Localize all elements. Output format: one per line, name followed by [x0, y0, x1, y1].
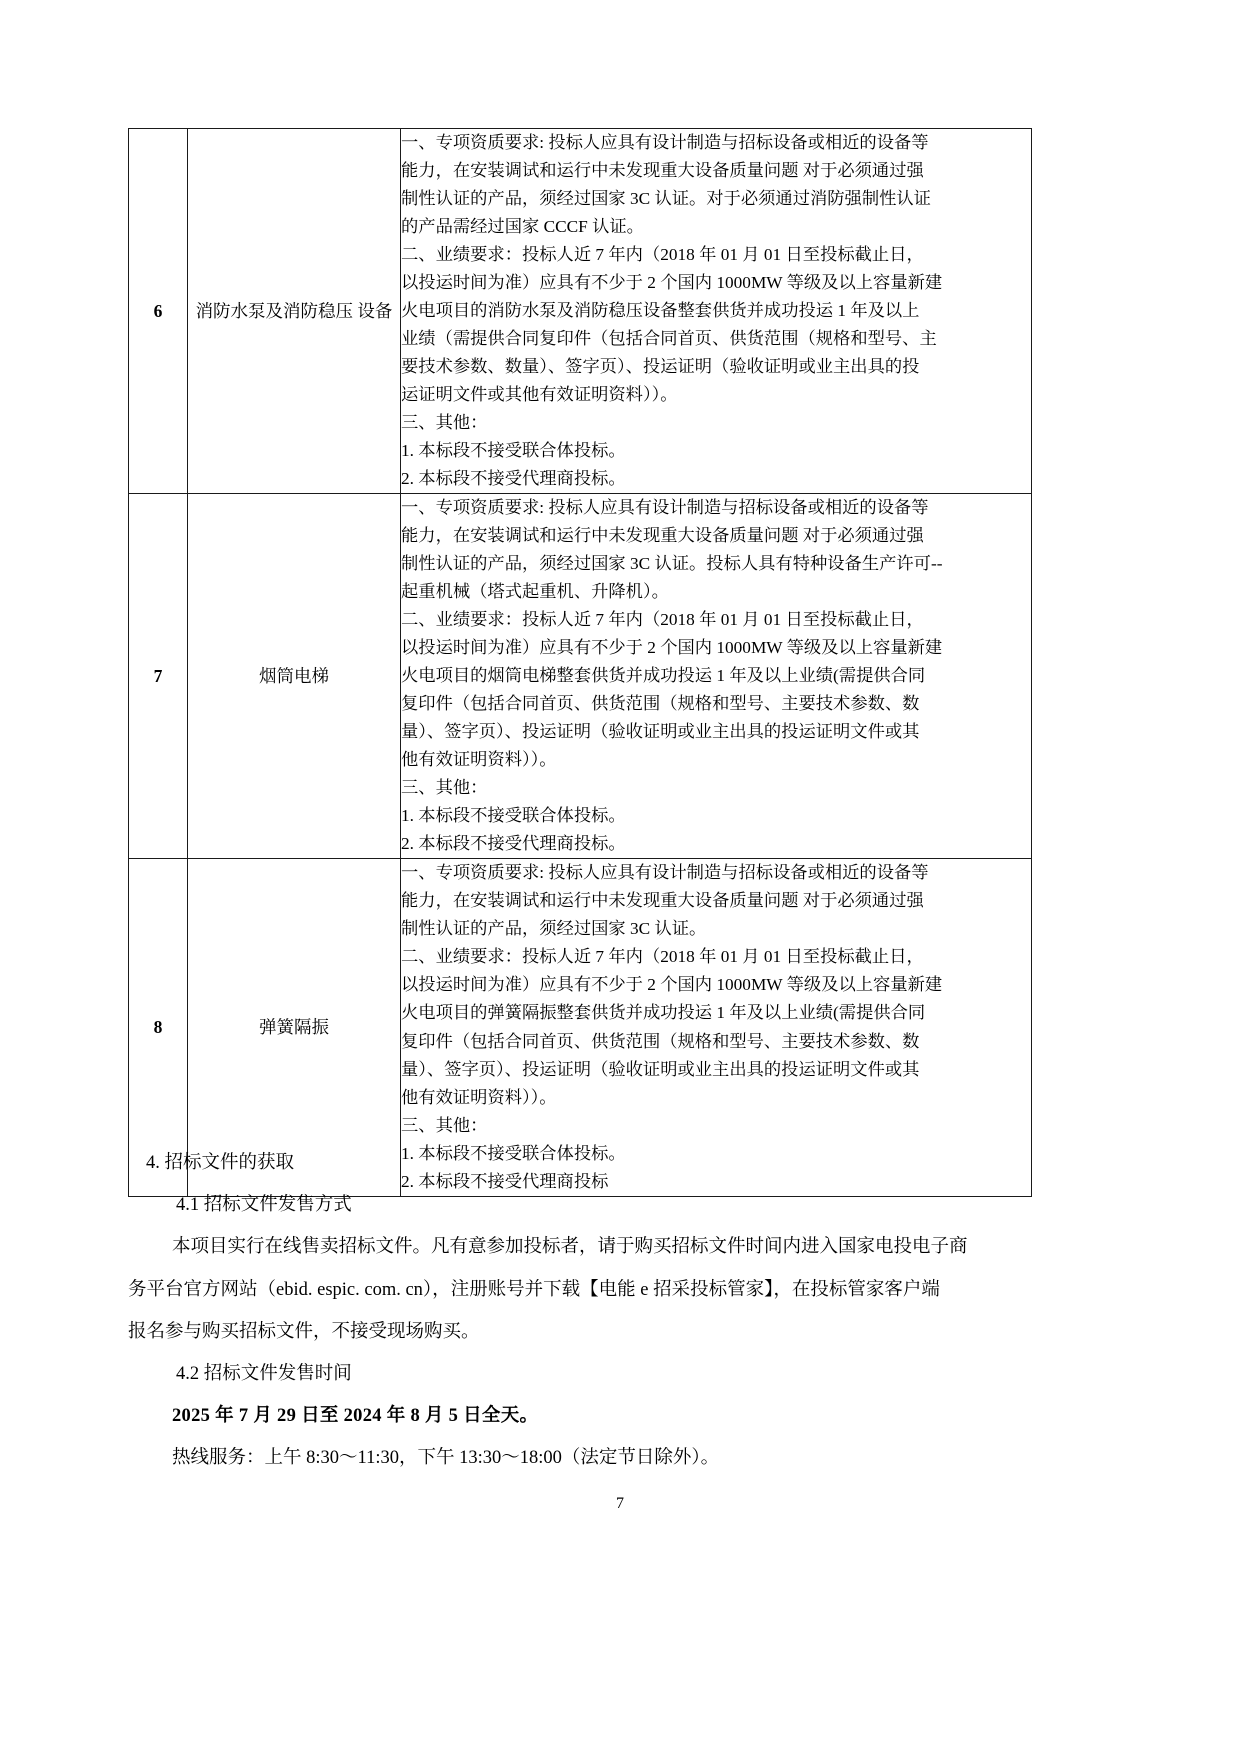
- row-number-cell: 7: [129, 494, 188, 859]
- requirement-line: 复印件（包括合同首页、供货范围（规格和型号、主要技术参数、数: [401, 694, 920, 714]
- requirement-cell: [401, 129, 1032, 494]
- table-row: [129, 129, 1032, 494]
- hotline-text: 热线服务：上午 8:30～11:30，下午 13:30～18:00（法定节日除外）。: [172, 1448, 720, 1469]
- requirement-line: 能力，在安装调试和运行中未发现重大设备质量问题 对于必须通过强: [401, 891, 924, 911]
- requirement-line: 二、业绩要求：投标人近 7 年内（2018 年 01 月 01 日至投标截止日，: [401, 245, 924, 265]
- requirement-line: 二、业绩要求：投标人近 7 年内（2018 年 01 月 01 日至投标截止日，: [401, 947, 924, 967]
- requirement-line: 2. 本标段不接受代理商投标。: [401, 469, 626, 489]
- requirement-line: 要技术参数、数量）、签字页）、投运证明（验收证明或业主出具的投: [401, 357, 920, 377]
- paragraph-4-1-line-1: 本项目实行在线售卖招标文件。凡有意参加投标者，请于购买招标文件时间内进入国家电投电子商: [172, 1237, 968, 1258]
- requirement-line: 火电项目的烟筒电梯整套供货并成功投运 1 年及以上业绩(需提供合同: [401, 666, 926, 686]
- requirement-line: 火电项目的弹簧隔振整套供货并成功投运 1 年及以上业绩(需提供合同: [401, 1003, 926, 1023]
- sale-time-text: 2025 年 7 月 29 日至 2024 年 8 月 5 日全天。: [172, 1406, 539, 1427]
- requirement-line: 他有效证明资料））。: [401, 750, 557, 770]
- equipment-name-cell: 弹簧隔振: [188, 859, 401, 1196]
- requirement-line: 1. 本标段不接受联合体投标。: [401, 1143, 626, 1163]
- page-number: 7: [616, 1495, 624, 1512]
- requirement-line: 量）、签字页）、投运证明（验收证明或业主出具的投运证明文件或其: [401, 722, 920, 742]
- table-row: [129, 494, 1032, 859]
- requirement-line: 的产品需经过国家 CCCF 认证。: [401, 217, 644, 237]
- requirement-line: 制性认证的产品，须经过国家 3C 认证。: [401, 919, 707, 939]
- section-4-body: [128, 1142, 1028, 1479]
- qualification-requirements-table: [128, 128, 1032, 1197]
- requirement-line: 一、专项资质要求: 投标人应具有设计制造与招标设备或相近的设备等: [401, 133, 929, 152]
- equipment-name-cell: 消防水泵及消防稳压 设备: [188, 129, 401, 494]
- row-number-cell: 8: [129, 859, 188, 1196]
- requirement-line: 三、其他：: [401, 778, 488, 798]
- requirement-line: 火电项目的消防水泵及消防稳压设备整套供货并成功投运 1 年及以上: [401, 301, 920, 321]
- equipment-name-cell: 烟筒电梯: [188, 494, 401, 859]
- requirement-line: 制性认证的产品，须经过国家 3C 认证。投标人具有特种设备生产许可--: [401, 554, 943, 574]
- requirement-line: 三、其他：: [401, 1115, 488, 1135]
- heading-section-4-1: 4.1 招标文件发售方式: [176, 1195, 352, 1216]
- requirement-line: 业绩（需提供合同复印件（包括合同首页、供货范围（规格和型号、主: [401, 329, 937, 349]
- paragraph-4-1-line-2: 务平台官方网站（ebid. espic. com. cn），注册账号并下载【电能 e 招采投标管家】，在投标管家客户端: [128, 1279, 940, 1300]
- requirement-line: 以投运时间为准）应具有不少于 2 个国内 1000MW 等级及以上容量新建: [401, 638, 943, 658]
- requirement-line: 复印件（包括合同首页、供货范围（规格和型号、主要技术参数、数: [401, 1031, 920, 1051]
- requirement-line: 一、专项资质要求: 投标人应具有设计制造与招标设备或相近的设备等: [401, 863, 929, 883]
- requirement-lines-1: [401, 494, 1031, 858]
- requirement-line: 他有效证明资料））。: [401, 1087, 557, 1107]
- requirement-line: 三、其他：: [401, 413, 488, 433]
- requirement-cell: [401, 494, 1032, 859]
- requirement-lines-0: [401, 129, 1031, 493]
- requirement-line: 能力，在安装调试和运行中未发现重大设备质量问题 对于必须通过强: [401, 161, 924, 181]
- heading-section-4: 4. 招标文件的获取: [146, 1153, 295, 1173]
- requirement-line: 一、专项资质要求: 投标人应具有设计制造与招标设备或相近的设备等: [401, 498, 929, 518]
- heading-section-4-2: 4.2 招标文件发售时间: [176, 1363, 352, 1384]
- table-body: [129, 129, 1032, 1197]
- requirement-line: 以投运时间为准）应具有不少于 2 个国内 1000MW 等级及以上容量新建: [401, 975, 943, 995]
- requirement-line: 二、业绩要求：投标人近 7 年内（2018 年 01 月 01 日至投标截止日，: [401, 610, 924, 630]
- requirement-line: 能力，在安装调试和运行中未发现重大设备质量问题 对于必须通过强: [401, 526, 924, 546]
- requirement-line: 运证明文件或其他有效证明资料））。: [401, 385, 678, 405]
- requirement-line: 2. 本标段不接受代理商投标: [401, 1171, 609, 1191]
- requirement-line: 制性认证的产品，须经过国家 3C 认证。对于必须通过消防强制性认证: [401, 189, 931, 209]
- row-number-cell: 6: [129, 129, 188, 494]
- requirement-line: 1. 本标段不接受联合体投标。: [401, 806, 626, 826]
- requirement-line: 1. 本标段不接受联合体投标。: [401, 441, 626, 461]
- paragraph-4-1-line-3: 报名参与购买招标文件，不接受现场购买。: [128, 1321, 480, 1342]
- requirement-line: 以投运时间为准）应具有不少于 2 个国内 1000MW 等级及以上容量新建: [401, 273, 943, 293]
- requirement-line: 2. 本标段不接受代理商投标。: [401, 834, 626, 854]
- requirement-line: 量）、签字页）、投运证明（验收证明或业主出具的投运证明文件或其: [401, 1059, 920, 1079]
- requirement-line: 起重机械（塔式起重机、升降机）。: [401, 582, 669, 602]
